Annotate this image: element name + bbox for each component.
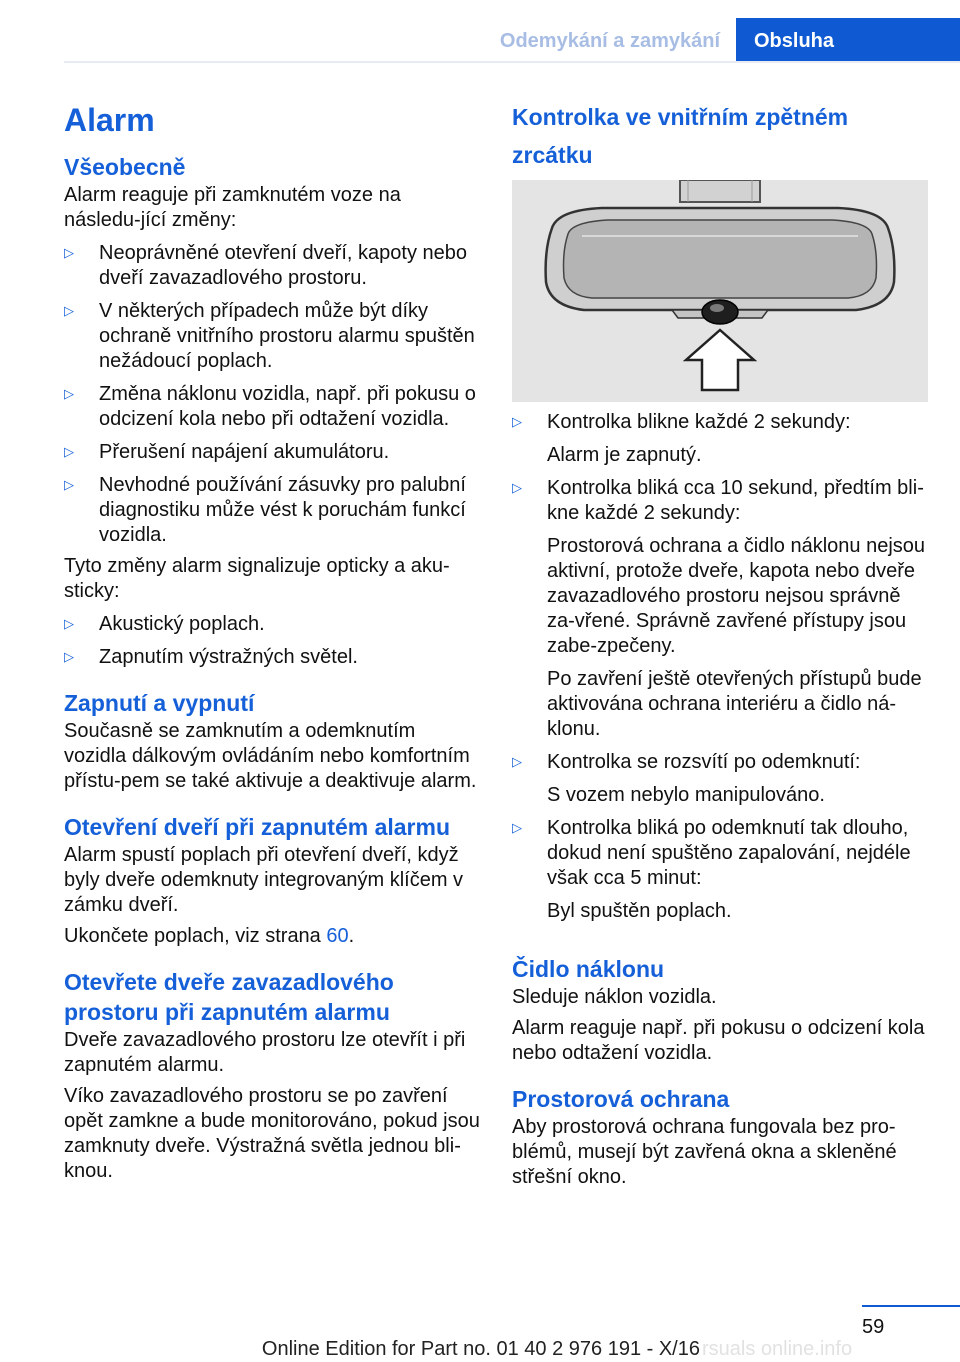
general-intro: Alarm reaguje při zamknutém voze na následu‐jící změny: — [64, 184, 401, 231]
list-item: ▷ Kontrolka se rozsvítí po odemknutí: S vozem nebylo manipulováno. — [512, 751, 861, 806]
page-title: Alarm — [64, 102, 155, 138]
left-column — [64, 98, 480, 1184]
watermark: rsuals online.info — [702, 1338, 853, 1360]
triangle-bullet-icon: ▷ — [64, 649, 74, 664]
triangle-bullet-icon: ▷ — [64, 616, 74, 631]
triangle-bullet-icon: ▷ — [64, 444, 74, 459]
onoff-text: Současně se zamknutím a odemknutím vozidla dálkovým ovládáním nebo komfortním přístu‐pem se také aktivuje a deaktivuje alarm. — [64, 720, 477, 792]
list-item: ▷ Nevhodné používání zásuvky pro palubní diagnostiku může vést k poruchám funkcí vozidla. — [64, 474, 466, 546]
tilt-heading: Čidlo náklonu — [512, 956, 665, 982]
footer-divider — [862, 1305, 960, 1307]
door-open-text: Alarm spustí poplach při otevření dveří, když byly dveře odemknuty integrovaným klíčem v zámku dveří. — [64, 844, 464, 916]
trunk-text-1: Dveře zavazadlového prostoru lze otevřít i při zapnutém alarmu. — [64, 1029, 466, 1076]
trunk-heading: Otevřete dveře zavazadlového prostoru při zapnutém alarmu — [64, 969, 394, 1025]
list-item: ▷ V některých případech může být díky ochraně vnitřního prostoru alarmu spuštěn nežádoucí poplach. — [64, 300, 475, 372]
end-alarm-text: Ukončete poplach, viz strana 60. — [64, 925, 355, 947]
general-heading: Všeobecně — [64, 154, 186, 180]
triangle-bullet-icon: ▷ — [64, 386, 74, 401]
list-item: ▷ Přerušení napájení akumulátoru. — [64, 441, 390, 463]
signal-intro: Tyto změny alarm signalizuje opticky a aku‐sticky: — [64, 555, 450, 602]
indicator-heading: Kontrolka ve vnitřním zpětném zrcátku — [512, 104, 849, 168]
triangle-bullet-icon: ▷ — [512, 414, 522, 429]
right-column — [512, 98, 932, 1190]
list-item: ▷ Neoprávněné otevření dveří, kapoty nebo dveří zavazadlového prostoru. — [64, 242, 468, 289]
tilt-text-2: Alarm reaguje např. při pokusu o odcizení kola nebo odtažení vozidla. — [512, 1017, 925, 1064]
page-link[interactable]: 60 — [326, 925, 349, 947]
onoff-heading: Zapnutí a vypnutí — [64, 690, 255, 716]
list-item: ▷ Změna náklonu vozidla, např. při pokusu o odcizení kola nebo při odtažení vozidla. — [64, 383, 476, 430]
triangle-bullet-icon: ▷ — [512, 820, 522, 835]
trunk-text-2: Víko zavazadlového prostoru se po zavření opět zamkne a bude monitorováno, pokud jsou zamknuty dveře. Výstražná světla jednou bli‐knou. — [64, 1085, 480, 1182]
page-number: 59 — [862, 1316, 885, 1338]
tilt-text-1: Sleduje náklon vozidla. — [512, 986, 717, 1008]
breadcrumb[interactable]: Odemykání a zamykání — [499, 30, 720, 52]
list-item: ▷ Akustický poplach. — [64, 613, 265, 635]
triangle-bullet-icon: ▷ — [64, 303, 74, 318]
triangle-bullet-icon: ▷ — [512, 480, 522, 495]
triangle-bullet-icon: ▷ — [512, 754, 522, 769]
list-item: ▷ Zapnutím výstražných světel. — [64, 646, 358, 668]
edition-text: Online Edition for Part no. 01 40 2 976 191 - X/16 — [261, 1338, 700, 1360]
mirror-image — [512, 180, 928, 402]
triangle-bullet-icon: ▷ — [64, 245, 74, 260]
section-tab[interactable]: Obsluha — [736, 18, 960, 63]
list-item: ▷ Kontrolka bliká cca 10 sekund, předtím bli‐kne každé 2 sekundy: Prostorová ochrana a čidlo náklonu nejsou aktivní, protože dveře, kapota nebo dveře zavazadlového prostoru nejsou správně za‐vřené. Správně zavřené přístupy jsou zabe‐zpečeny. Po zavření ještě otevřených přístupů bude aktivována ochrana interiéru a čidlo ná‐klonu. — [512, 477, 926, 740]
interior-heading: Prostorová ochrana — [512, 1086, 730, 1112]
list-item: ▷ Kontrolka bliká po odemknutí tak dlouho, dokud není spuštěno zapalování, nejdéle však cca 5 minut: Byl spuštěn poplach. — [512, 817, 911, 922]
interior-text: Aby prostorová ochrana fungovala bez pro‐blémů, musejí být zavřená okna a skleněné střešní okno. — [512, 1116, 897, 1188]
mirror-illustration — [512, 180, 928, 402]
signals-list — [64, 612, 480, 670]
changes-list — [64, 241, 480, 548]
list-item: ▷ Kontrolka blikne každé 2 sekundy: Alarm je zapnutý. — [512, 411, 851, 466]
indicator-list — [512, 410, 932, 924]
triangle-bullet-icon: ▷ — [64, 477, 74, 492]
door-open-heading: Otevření dveří při zapnutém alarmu — [64, 814, 451, 840]
header-divider — [64, 61, 960, 63]
